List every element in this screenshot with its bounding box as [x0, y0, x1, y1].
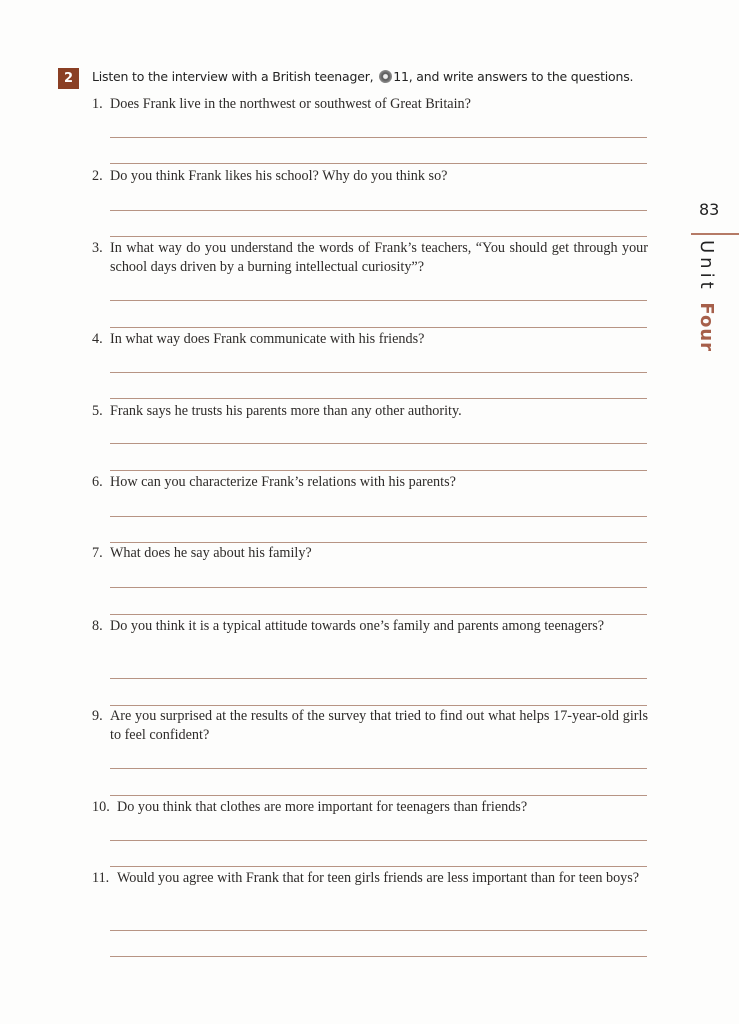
answer-line[interactable]	[110, 372, 647, 373]
question-number: 4.	[92, 331, 103, 347]
question-text: Are you surprised at the results of the survey that tried to find out what helps 17-year-old girls to feel confident?	[110, 708, 648, 743]
answer-line[interactable]	[110, 956, 647, 957]
answer-line[interactable]	[110, 840, 647, 841]
question-number: 5.	[92, 403, 103, 419]
exercise-number-badge: 2	[58, 68, 79, 89]
answer-line[interactable]	[110, 705, 647, 706]
answer-line[interactable]	[110, 587, 647, 588]
page-number: 83	[699, 200, 720, 219]
question-text: What does he say about his family?	[110, 545, 312, 561]
answer-line[interactable]	[110, 516, 647, 517]
question-3	[92, 239, 648, 277]
question-8	[92, 617, 648, 636]
question-text: In what way does Frank communicate with his friends?	[110, 331, 425, 347]
unit-name: Four	[696, 302, 717, 353]
question-number: 11.	[92, 870, 110, 886]
instruction-text: Listen to the interview with a British teenager,	[92, 69, 374, 84]
answer-line[interactable]	[110, 678, 647, 679]
answer-line[interactable]	[110, 137, 647, 138]
question-number: 2.	[92, 168, 103, 184]
question-text: How can you characterize Frank’s relations with his parents?	[110, 474, 456, 490]
question-10	[92, 798, 648, 817]
answer-line[interactable]	[110, 327, 647, 328]
question-11	[92, 869, 648, 888]
question-text: Would you agree with Frank that for teen girls friends are less important than for teen boys?	[117, 870, 640, 886]
question-number: 7.	[92, 545, 103, 561]
answer-line[interactable]	[110, 930, 647, 931]
unit-label	[696, 240, 717, 352]
question-number: 6.	[92, 474, 103, 490]
cd-icon	[379, 70, 392, 83]
answer-line[interactable]	[110, 210, 647, 211]
answer-line[interactable]	[110, 542, 647, 543]
exercise-instruction	[92, 69, 633, 84]
question-text: Frank says he trusts his parents more than any other authority.	[110, 403, 462, 419]
question-2	[92, 167, 648, 186]
answer-line[interactable]	[110, 768, 647, 769]
answer-line[interactable]	[110, 795, 647, 796]
question-number: 1.	[92, 96, 103, 112]
question-text: Do you think that clothes are more important for teenagers than friends?	[117, 799, 528, 815]
question-text: Does Frank live in the northwest or southwest of Great Britain?	[110, 96, 471, 112]
question-text: In what way do you understand the words of Frank’s teachers, “You should get through your school days driven by a burning intellectual curiosity”?	[110, 240, 648, 275]
question-number: 9.	[92, 708, 103, 724]
question-4	[92, 330, 648, 349]
answer-line[interactable]	[110, 866, 647, 867]
answer-line[interactable]	[110, 300, 647, 301]
question-7	[92, 544, 648, 563]
question-6	[92, 473, 648, 492]
answer-line[interactable]	[110, 236, 647, 237]
question-5	[92, 402, 648, 421]
question-number: 10.	[92, 799, 110, 815]
question-9	[92, 707, 648, 745]
answer-line[interactable]	[110, 398, 647, 399]
unit-word: Unit	[696, 240, 717, 293]
question-text: Do you think it is a typical attitude towards one’s family and parents among teenagers?	[110, 618, 605, 634]
answer-line[interactable]	[110, 614, 647, 615]
instruction-text-track: 11, and write answers to the questions.	[393, 69, 634, 84]
question-1	[92, 95, 648, 114]
question-text: Do you think Frank likes his school? Why do you think so?	[110, 168, 448, 184]
answer-line[interactable]	[110, 443, 647, 444]
answer-line[interactable]	[110, 163, 647, 164]
question-number: 3.	[92, 240, 103, 256]
question-number: 8.	[92, 618, 103, 634]
answer-line[interactable]	[110, 470, 647, 471]
side-divider	[691, 233, 739, 235]
